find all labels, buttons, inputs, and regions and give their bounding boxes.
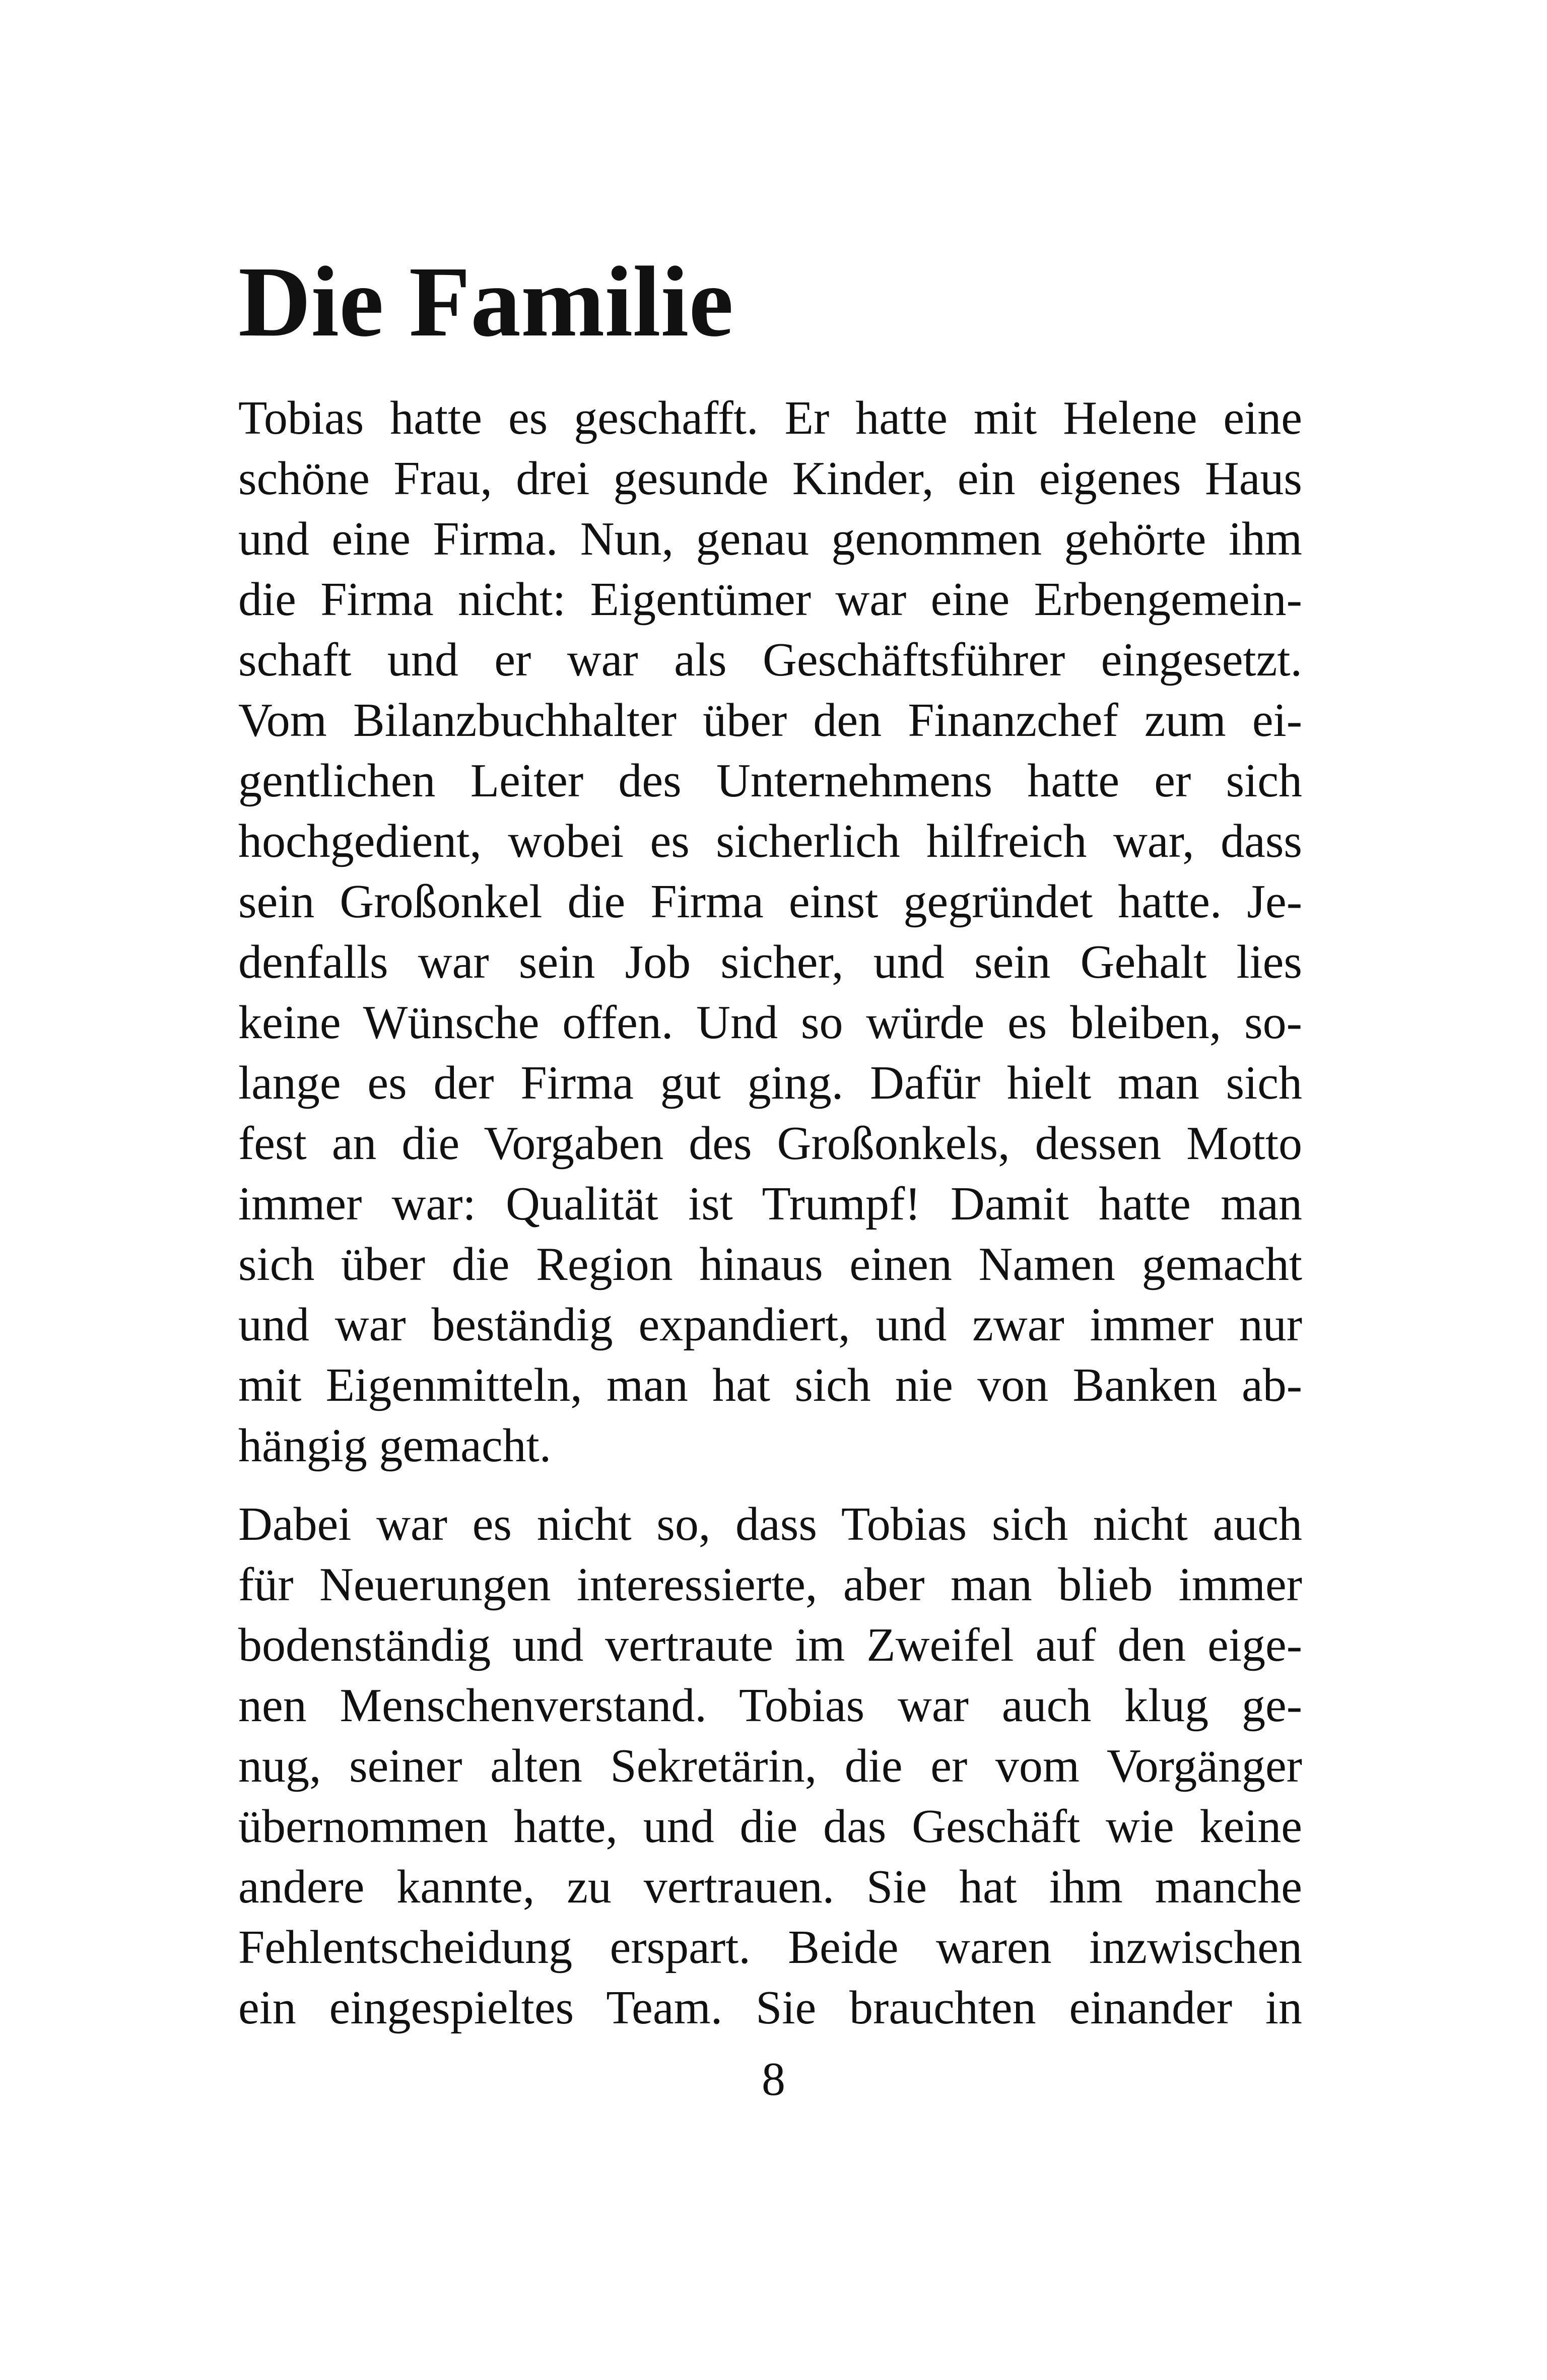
text-line: übernommen hatte, und die das Geschäft wie keine — [238, 1800, 1302, 1853]
text-line: gentlichen Leiter des Unternehmens hatte er sich — [238, 755, 1302, 807]
text-line: nen Menschenverstand. Tobias war auch klug ge- — [238, 1679, 1302, 1732]
text-line: und war beständig expandiert, und zwar immer nur — [238, 1299, 1302, 1351]
text-line: fest an die Vorgaben des Großonkels, dessen Motto — [238, 1117, 1302, 1170]
text-line: ein eingespieltes Team. Sie brauchten einander in — [238, 1982, 1302, 2034]
text-line: hängig gemacht. — [238, 1419, 552, 1472]
text-line: und eine Firma. Nun, genau genommen gehörte ihm — [238, 513, 1302, 565]
text-line: die Firma nicht: Eigentümer war eine Erbengemein- — [238, 573, 1302, 626]
text-line: nug, seiner alten Sekretärin, die er vom Vorgänger — [238, 1740, 1302, 1792]
text-line: sich über die Region hinaus einen Namen gemacht — [238, 1238, 1302, 1290]
text-line: denfalls war sein Job sicher, und sein Gehalt lies — [238, 936, 1302, 988]
text-line: immer war: Qualität ist Trumpf! Damit hatte man — [238, 1178, 1302, 1230]
text-line: lange es der Firma gut ging. Dafür hielt man sich — [238, 1057, 1302, 1109]
text-line: Vom Bilanzbuchhalter über den Finanzchef zum ei- — [238, 694, 1302, 746]
text-line: Dabei war es nicht so, dass Tobias sich nicht auch — [238, 1498, 1302, 1550]
page-number: 8 — [762, 2053, 785, 2105]
text-line: mit Eigenmitteln, man hat sich nie von Banken ab- — [238, 1359, 1302, 1411]
paragraph-2 — [238, 1494, 1302, 2038]
text-line: Tobias hatte es geschafft. Er hatte mit Helene eine — [238, 392, 1302, 444]
text-line: hochgedient, wobei es sicherlich hilfreich war, dass — [238, 815, 1302, 867]
text-line: bodenständig und vertraute im Zweifel auf den eige- — [238, 1619, 1302, 1671]
chapter-title: Die Familie — [238, 246, 734, 358]
text-line: Fehlentscheidung erspart. Beide waren inzwischen — [238, 1921, 1302, 1974]
text-line: schaft und er war als Geschäftsführer eingesetzt. — [238, 634, 1302, 686]
text-line: sein Großonkel die Firma einst gegründet hatte. Je- — [238, 875, 1302, 928]
paragraph-1 — [238, 388, 1302, 1476]
text-line: keine Wünsche offen. Und so würde es bleiben, so- — [238, 996, 1302, 1049]
text-line: für Neuerungen interessierte, aber man blieb immer — [238, 1558, 1302, 1611]
text-line: schöne Frau, drei gesunde Kinder, ein eigenes Haus — [238, 452, 1302, 505]
text-line: andere kannte, zu vertrauen. Sie hat ihm manche — [238, 1861, 1302, 1913]
